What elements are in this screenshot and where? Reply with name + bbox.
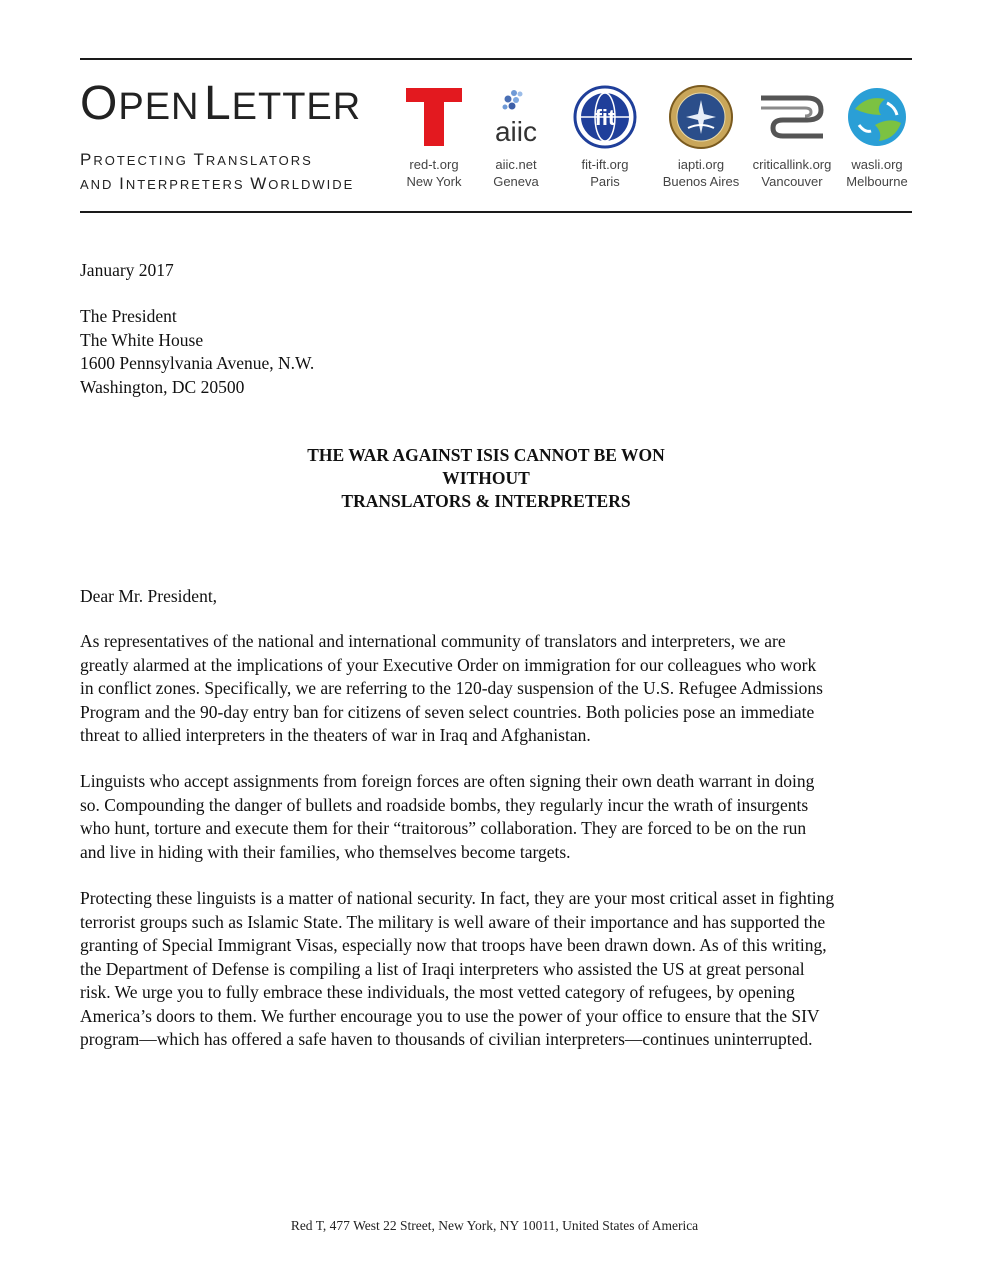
title-initial-o: O <box>80 77 119 130</box>
address-line: 1600 Pennsylvania Avenue, N.W. <box>80 353 315 373</box>
header-bottom-rule <box>80 211 912 213</box>
org-site: wasli.org <box>851 157 903 172</box>
paragraph-3 <box>80 887 912 1052</box>
org-city: Vancouver <box>761 174 823 189</box>
title-rest-etter: ETTER <box>231 86 362 128</box>
address-line: The White House <box>80 329 204 350</box>
letter-heading <box>80 444 892 513</box>
paragraph-line: and live in hiding with their families, who themselves become targets. <box>80 841 571 862</box>
org-iapti <box>651 84 751 190</box>
org-site: red-t.org <box>409 157 459 172</box>
org-site: fit-ift.org <box>581 157 629 172</box>
paragraph-2 <box>80 770 912 864</box>
heading-line: TRANSLATORS & INTERPRETERS <box>341 491 631 511</box>
paragraph-line: risk. We urge you to fully embrace these individuals, the most vetted category of refugees, by opening <box>80 982 795 1002</box>
salutation: Dear Mr. President, <box>80 586 218 606</box>
org-fit <box>555 84 655 190</box>
letter-date: January 2017 <box>80 260 174 280</box>
org-city: Geneva <box>493 174 539 189</box>
letterhead-title <box>80 77 362 130</box>
recipient-address <box>80 305 912 399</box>
org-site: criticallink.org <box>752 157 832 172</box>
heading-line: WITHOUT <box>442 468 530 488</box>
subtitle-line-2: AND INTERPRETERS WORLDWIDE <box>80 174 355 193</box>
paragraph-line: Program and the 90-day entry ban for citizens of seven select countries. Both policies pose an immediate <box>80 701 815 722</box>
svg-text:fit: fit <box>594 105 616 130</box>
wasli-globe-logo-icon <box>827 84 927 150</box>
header-top-rule <box>80 58 912 60</box>
org-city: Buenos Aires <box>662 174 740 189</box>
address-line: Washington, DC 20500 <box>80 376 245 397</box>
paragraph-line: terrorist groups such as Islamic State. The military is well aware of their importance and has supported the <box>80 911 826 932</box>
subtitle-line-1: PROTECTING TRANSLATORS <box>80 150 313 169</box>
address-line: The President <box>80 306 177 326</box>
letterhead-subtitle <box>80 148 354 196</box>
paragraph-line: threat to allied interpreters in the theaters of war in Iraq and Afghanistan. <box>80 725 591 745</box>
org-site: aiic.net <box>495 157 537 172</box>
paragraph-line: so. Compounding the danger of bullets and roadside bombs, they regularly incur the wrath of insurgents <box>80 794 809 815</box>
paragraph-line: who hunt, torture and execute them for their “traitorous” collaboration. They are forced to be on the run <box>80 818 807 838</box>
paragraph-line: program—which has offered a safe haven to thousands of civilian interpreters—continues uninterrupted. <box>80 1029 813 1049</box>
paragraph-line: the Department of Defense is compiling a list of Iraqi interpreters who assisted the US at great personal <box>80 958 805 979</box>
org-city: Paris <box>590 174 620 189</box>
iapti-seal-logo-icon <box>651 84 751 150</box>
aiic-logo-icon <box>466 84 566 150</box>
paragraph-line: Protecting these linguists is a matter of national security. In fact, they are your most critical asset in fighting <box>80 888 835 908</box>
fit-globe-logo-icon <box>555 84 655 150</box>
paragraph-line: America’s doors to them. We further encourage you to use the power of your office to ensure that the SIV <box>80 1005 820 1026</box>
org-aiic <box>466 84 566 190</box>
paragraph-line: greatly alarmed at the implications of your Executive Order on immigration for our colleagues who work <box>80 654 817 675</box>
title-initial-l: L <box>203 77 232 130</box>
org-city: New York <box>406 174 462 189</box>
paragraph-line: As representatives of the national and international community of translators and interpreters, we are <box>80 631 786 651</box>
org-site: iapti.org <box>677 157 725 172</box>
paragraph-1 <box>80 630 912 748</box>
org-city: Melbourne <box>846 174 908 189</box>
title-rest-pen: PEN <box>118 86 200 128</box>
paragraph-line: Linguists who accept assignments from foreign forces are often signing their own death warrant in doing <box>80 771 815 791</box>
footer-address: Red T, 477 West 22 Street, New York, NY 10011, United States of America <box>290 1218 699 1233</box>
paragraph-line: in conflict zones. Specifically, we are referring to the 120-day suspension of the U.S. Refugee Admissions <box>80 678 823 698</box>
paragraph-line: granting of Special Immigrant Visas, especially now that troops have been drawn down. As of this writing, <box>80 935 827 955</box>
aiic-logo-text: aiic <box>494 116 538 147</box>
org-wasli <box>827 84 927 190</box>
heading-line: THE WAR AGAINST ISIS CANNOT BE WON <box>307 445 665 465</box>
